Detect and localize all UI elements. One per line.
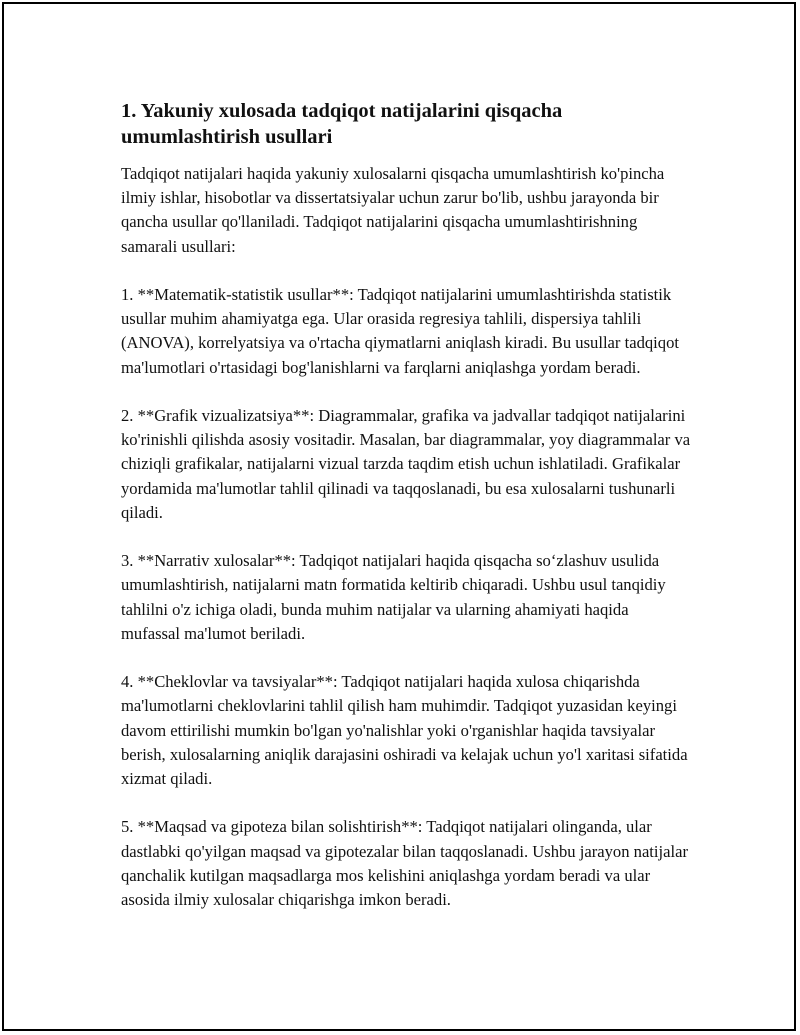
method-item-hypothesis: 5. **Maqsad va gipoteza bilan solishtirish**: Tadqiqot natijalari olinganda, ular dastlabki qo'yilgan maqsad va gipotezalar bilan taqqoslanadi. Ushbu jarayon natijalar qanchalik kutilgan maqsadlarga mos kelishini aniqlashga yordam beradi va ular asosida ilmiy xulosalar chiqarishga imkon beradi. xyxy=(121,817,689,910)
method-item-limitations: 4. **Cheklovlar va tavsiyalar**: Tadqiqot natijalari haqida xulosa chiqarishda ma'lumotlarni cheklovlarini tahlil qilish ham muhimdir. Tadqiqot yuzasidan keyingi davom ettirilishi mumkin bo'lgan yo'nalishlar yoki o'rganishlar haqida tavsiyalar berish, xulosalarning aniqlik darajasini oshiradi va kelajak uchun yo'l xaritasi sifatida xizmat qiladi. xyxy=(121,672,688,789)
method-item-statistical: 1. **Matematik-statistik usullar**: Tadqiqot natijalarini umumlashtirishda statistik usullar muhim ahamiyatga ega. Ular orasida regresiya tahlili, dispersiya tahlili (ANOVA), korrelyatsiya va o'rtacha qiymatlarni aniqlash kiradi. Bu usullar tadqiqot ma'lumotlari o'rtasidagi bog'lanishlarni va farqlarni aniqlashga yordam beradi. xyxy=(121,285,679,377)
document-page xyxy=(2,2,796,1031)
method-item-visualization: 2. **Grafik vizualizatsiya**: Diagrammalar, grafika va jadvallar tadqiqot natijalarini ko'rinishli qilishda asosiy vositadir. Masalan, bar diagrammalar, yoy diagrammalar va chiziqli grafikalar, natijalarni vizual tarzda taqdim etish uchun ishlatiladi. Grafikalar yordamida ma'lumotlar tahlil qilinadi va taqqoslanadi, bu esa xulosalarni tushunarli qiladi. xyxy=(121,406,691,522)
document-title: 1. Yakuniy xulosada tadqiqot natijalarini qisqacha umumlashtirish usullari xyxy=(121,100,563,148)
document-content xyxy=(121,98,691,912)
method-item-narrative: 3. **Narrativ xulosalar**: Tadqiqot natijalari haqida qisqacha so‘zlashuv usulida umumlashtirish, natijalarni matn formatida keltirib chiqaradi. Ushbu usul tanqidiy tahlilni o'z ichiga oladi, bunda muhim natijalar va ularning ahamiyati haqida mufassal ma'lumot beriladi. xyxy=(121,551,666,643)
intro-paragraph: Tadqiqot natijalari haqida yakuniy xulosalarni qisqacha umumlashtirish ko'pincha ilmiy ishlar, hisobotlar va dissertatsiyalar uchun zarur bo'lib, ushbu jarayonda bir qancha usullar qo'llaniladi. Tadqiqot natijalarini qisqacha umumlashtirishning samarali usullari: xyxy=(121,164,665,256)
